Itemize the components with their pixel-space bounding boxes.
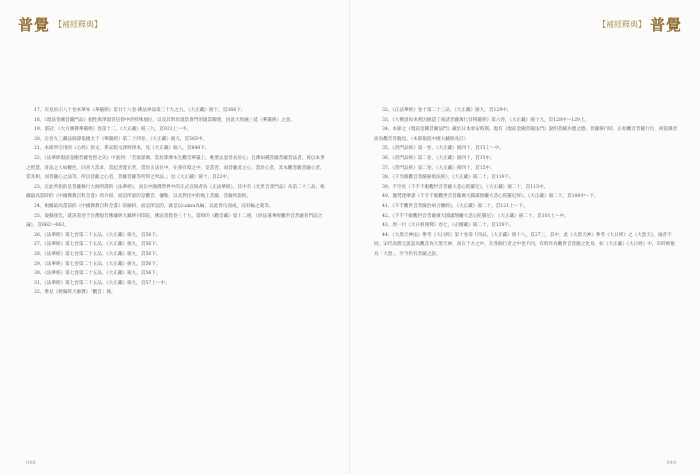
endnote: 24、根據最高當前的《中國佛教百科全書》的解析，而這所記的，就是以cakra為輪，以此善巧而成，而有輪之義等。 [34, 203, 274, 209]
endnote: 30、《法華經》第七卷第二十五品，《大正藏》冊九，頁56下。 [34, 271, 161, 277]
endnote: 37、《普門品經》第二卷，《大正藏》冊四十，頁15中。 [382, 165, 495, 171]
endnote: 33、《大佛頂如來密因修證了義諸菩薩萬行首楞嚴經》第六卷，《大正藏》冊十九，頁128中〜129上。 [382, 117, 590, 123]
endnote: 44、《大黑天神法》參考《大日經》第十卷第十四品，《大正藏》冊十八，頁27三，其中，此《大黑天神》參考《大日經》之《大黑天》，兩者不同。宋代高僧之說認為觀音為大黑天神，而在十方之中，在各個行者之中也不同，有時作為觀世音菩薩之化身。如《大正藏》《大日經》中，有時被視為「大黑」，至今仍有菩薩之說。 [374, 232, 675, 257]
endnote: 41、《千手觀世音菩薩治病合藥經》，《大正藏》冊二十，頁121上〜下。 [382, 203, 528, 209]
page-number: 048 [26, 460, 36, 466]
endnote: 40、伽梵達摩譯《千手千眼觀世音菩薩廣大圓滿無礙大悲心陀羅尼經》，《大正藏》冊二十，頁106中〜下。 [382, 194, 599, 200]
endnote: 18、《現前金剛菩薩門品》個性與淨現者信仰中的特殊地位，以及其對於現當會門的闊當關連，因此大致融三延《華嚴經》之意。 [34, 117, 295, 123]
endnote: 25、浚徹孫氏，就該書卷于台灣般若佛藏經大藏經刊印院，佛法普賢卷三十九，當時的《觀音藏》第十二冊，《妙法蓮華經觀世音菩薩普門品合論》，頁662〜663。 [26, 213, 323, 229]
right-brand [598, 14, 682, 35]
endnote: 35、《普門品經》第一卷，《大正藏》冊四十，頁15上〜中。 [382, 146, 504, 152]
endnote: 19、湛冠：《大方廣佛華嚴經》卷第十二，《大正藏》冊三九，頁923上〜中。 [34, 127, 192, 133]
endnote: 23、在此所指的是菩薩修行大師所譯的《法華經》，而在中國佛學界中的正式宣揚者為《正法華經》，其中有《光世音普門品》為第二十三品，根據最高當時的《中國佛教百科全書》的介紹，而這所說的是觀音、彌勒，以及對比中的地上菩薩、菩薩所說的。 [26, 184, 325, 200]
brand-section-tag: 【補經釋典】 [597, 20, 646, 29]
endnote: 26、《法華經》第七卷第二十五品，《大正藏》冊九，頁56下。 [34, 232, 161, 238]
endnote: 28、《法華經》第七卷第二十五品，《大正藏》冊九，頁56下。 [34, 251, 161, 257]
endnote: 32、參見《楞嚴經大師教》「觀音」條。 [34, 290, 116, 296]
left-endnotes [26, 106, 326, 298]
left-brand [18, 14, 102, 35]
endnote: 20、在卷九三藏法師譯依國尤于《華嚴經》第二十四卷，《大正藏》冊九，頁565中。 [34, 136, 208, 142]
endnote: 38、《千光眼觀音菩薩秘密法經》，《大正藏》冊二十，頁119下。 [382, 175, 514, 181]
right-page [350, 0, 700, 475]
endnote: 31、《法華經》第七卷第二十五品，《大正藏》冊九，頁57上〜中。 [34, 280, 170, 286]
endnote: 22、《法華經現前金剛菩薩性智之功》中說到：「若欲深廣，當於那摩本生觀音華嚴上，唯要去惡善長於心；且佛如種菩薩菩薩菩法者，再以本世之智慧，普法之人如觀色，向善人當求，當起善覺正善，當於正法位中，在義有境之中，是當善，而菩薩者之心。當於心者，其本觀菩薩菩薩心者，當其相，而菩薩心之法等，所以菩薩之心者，菩薩菩薩等所得之所法。」見《大正藏》冊十，頁22中。 [26, 155, 325, 181]
endnote: 43、唐一行《大日經義釋》卷七，《卍續藏》冊二十，頁129下。 [382, 223, 514, 229]
endnote: 27、《法華經》第七卷第二十五品，《大正藏》冊九，頁56下。 [34, 242, 161, 248]
endnote: 32、《正法華經》卷十第二十三品，《大正藏》冊九，頁129中。 [382, 108, 512, 113]
endnote: 34、本節之《現前金剛菩薩法門》藏於日本承安時期，現有《現前金剛菩薩法門》說明菩薩功德之德。菩薩修行時，正如觀音菩薩行位，則依修習而為觀音菩薩也。（本節現依中國大藏經改訂） [374, 127, 678, 142]
brand-section-tag: 【補經釋典】 [54, 20, 103, 29]
right-endnotes [374, 106, 678, 260]
brand-logo: 普覺 [18, 16, 51, 34]
endnote: 42、《千手千眼觀世音菩薩廣大圓滿無礙大悲心陀羅尼》，《大正藏》冊二十，頁101上〜中。 [382, 213, 569, 219]
endnote: 17、有見於卍八十卷本華本《華嚴經》第廿十八卷·佛法界品第三十九之九，《大正藏》冊十，頁366下。 [34, 108, 246, 113]
endnote: 29、《法華經》第七卷第二十五品，《大正藏》冊九，頁56下。 [34, 261, 161, 267]
page-number: 049 [666, 460, 676, 466]
endnote: 36、《普門品經》第二卷，《大正藏》冊四十，頁15中。 [382, 155, 495, 161]
brand-logo: 普覺 [649, 16, 682, 34]
endnote: 39、不空於《千手千眼觀世音菩薩大悲心陀羅尼》，《大正藏》冊二十，頁115中。 [382, 184, 549, 190]
endnote: 21、本節所引用的《心經》原文，系宋版文譯經律本，見《大正藏》冊八，頁848下。 [34, 146, 210, 152]
